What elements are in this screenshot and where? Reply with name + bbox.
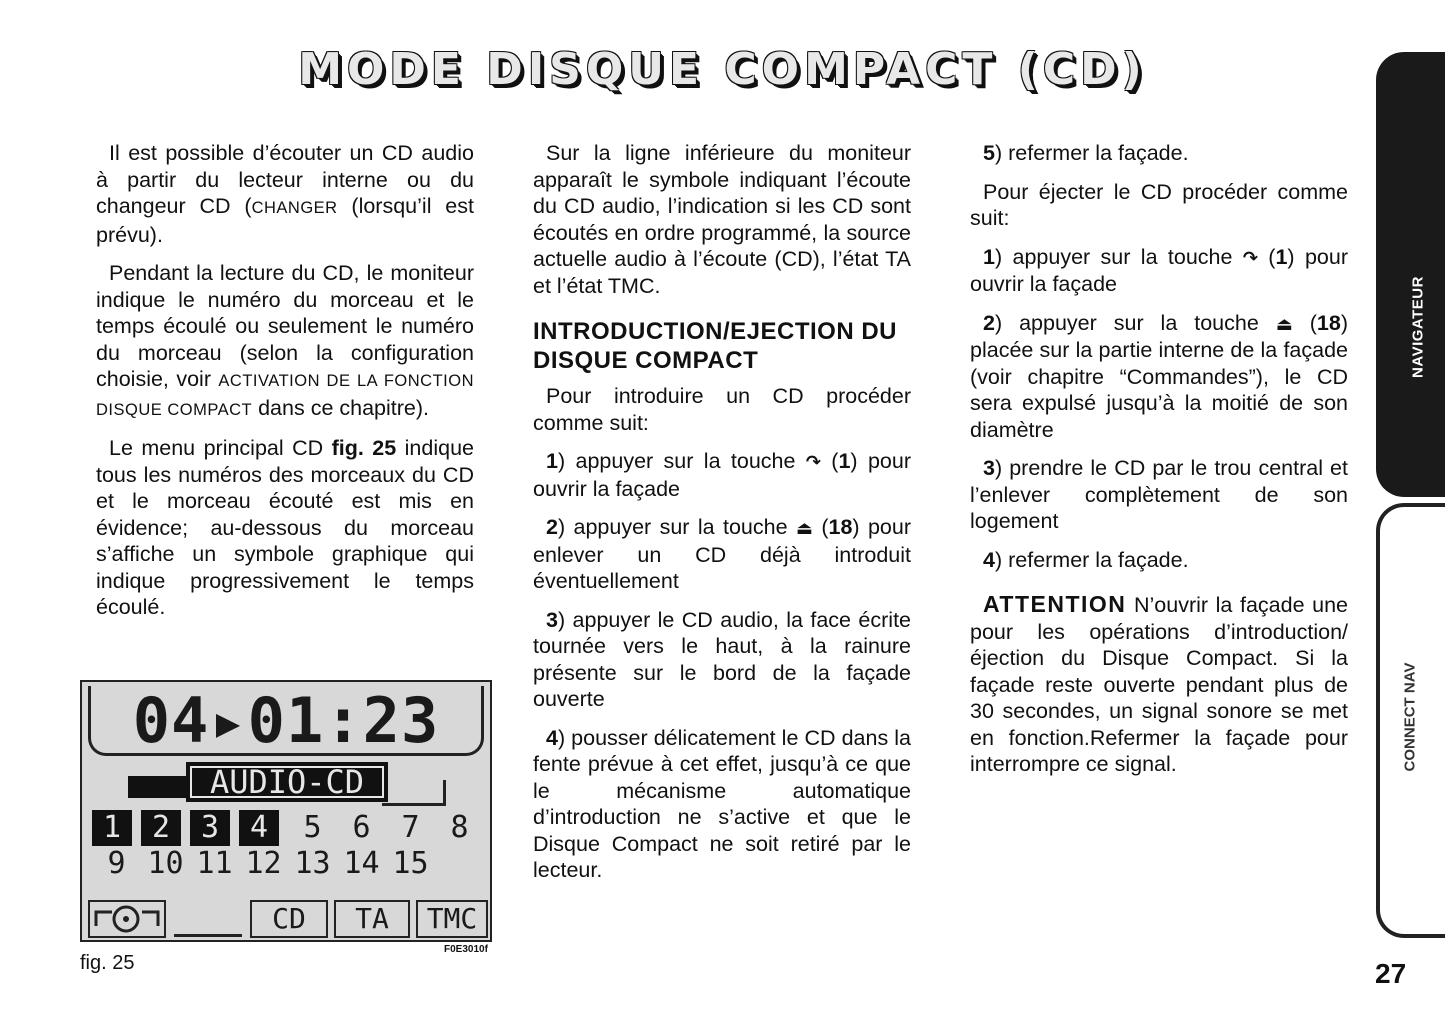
paragraph-bottom-line: Sur la ligne inférieure du moniteur apparaît le symbole indiquant l’écoute du CD audio, l’indication si les CD sont écoutés en ordre programmé, la source actuelle audio à l’écoute (CD), l’état TA et l’état TMC. [533,141,911,298]
step-eject-4: 4) refermer la façade. [983,547,1189,572]
tab-navigateur[interactable]: NAVIGATEUR [1376,52,1445,497]
track-number: 15 [392,846,429,881]
status-line [88,900,488,938]
track-time-readout: 04▸01:23 [132,684,440,757]
track-row-2 [92,846,484,882]
page-title: MODE DISQUE COMPACT (CD) [298,44,1147,95]
step-eject-2: 2) appuyer sur la touche ⏏ (18) placée sur la partie interne de la façade (voir chapitre “Commandes”), le CD sera expulsé jusqu’à la moitié de son diamètre [970,310,1348,442]
step-insert-5: 5) refermer la façade. [983,141,1189,165]
time-frame [88,686,484,756]
column-left [96,140,474,633]
open-arrow-icon: ↷ [1242,247,1258,268]
page-number: 27 [1375,958,1407,989]
tab-connect-nav[interactable]: CONNECT NAV [1376,503,1445,938]
progress-bar [128,776,190,798]
track-number: 7 [401,810,420,845]
track-number: 9 [107,846,126,881]
track-number: 13 [294,846,331,881]
eject-icon: ⏏ [795,518,813,538]
track-number: 5 [303,810,322,845]
track-row-1 [92,810,484,846]
program-indicator [174,934,242,937]
figure-code: F0E3010f [444,944,488,955]
track-number: 6 [352,810,371,845]
column-right [970,140,1348,790]
track-number: 3 [190,810,230,846]
source-underline [382,780,446,806]
cd-display-figure [80,680,492,942]
track-list [92,810,484,882]
paragraph-intro: Il est possible d’écouter un CD audio à partir du lecteur interne ou du changeur CD (CHANGER (lorsqu’il est prévu). [96,141,474,247]
step-insert-2: 2) appuyer sur la touche ⏏ (18) pour enlever un CD déjà introduit éventuellement [533,515,911,593]
open-arrow-icon: ↷ [805,452,821,472]
warning-paragraph: ATTENTION N’ouvrir la façade une pour les opérations d’introduction/éjection du Disque Compact. Si la façade reste ouverte pendant plus de 30 secondes, un signal sonore se met en fonction.Refermer la façade pour interrompre ce signal. [970,591,1348,776]
step-insert-4: 4) pousser délicatement le CD dans la fente prévue à cet effet, jusqu’à ce que le mécanisme automatique d’introduction ne s’active et que le Disque Compact ne soit retiré par le lecteur. [533,725,911,882]
tmc-status: TMC [416,900,488,938]
track-number: 12 [245,846,282,881]
track-number: 14 [343,846,380,881]
track-number: 1 [92,810,132,846]
step-insert-3: 3) appuyer le CD audio, la face écrite tournée vers le haut, à la rainure présente sur le bord de la façade ouverte [533,607,911,711]
paragraph-menu: Le menu principal CD fig. 25 indique tous les numéros des morceaux du CD et le morceau écouté est mis en évidence; au-dessous du morceau s’affiche un symbole graphique qui indique progressivement le temps écoulé. [96,436,474,619]
cd-audio-icon [88,900,166,938]
track-number: 11 [196,846,233,881]
figure-caption: fig. 25 [80,952,135,974]
step-eject-3: 3) prendre le CD par le trou central et l’enlever complètement de son logement [970,456,1348,533]
step-insert-1: 1) appuyer sur la touche ↷ (1) pour ouvrir la façade [533,449,911,501]
audio-source-label: AUDIO-CD [186,762,388,802]
section-heading: INTRODUCTION/EJECTION DU DISQUE COMPACT [533,318,898,374]
column-middle [533,140,911,896]
step-eject-1: 1) appuyer sur la touche ↷ (1) pour ouvrir la façade [970,244,1348,296]
track-number: 10 [147,846,184,881]
paragraph-insert: Pour introduire un CD procéder comme suit: [533,384,911,435]
ta-status: TA [334,900,410,938]
cd-status: CD [250,900,328,938]
track-number: 8 [450,810,469,845]
paragraph-display: Pendant la lecture du CD, le moniteur indique le numéro du morceau et le temps écoulé ou seulement le numéro du morceau (selon la configuration choisie, voir ACTIVATION DE LA FONCTION DISQUE COMPACT dans ce chapitre). [96,261,474,420]
paragraph-eject: Pour éjecter le CD procéder comme suit: [970,179,1348,230]
track-number: 4 [239,810,279,846]
eject-icon: ⏏ [1275,313,1293,334]
track-number: 2 [141,810,181,846]
